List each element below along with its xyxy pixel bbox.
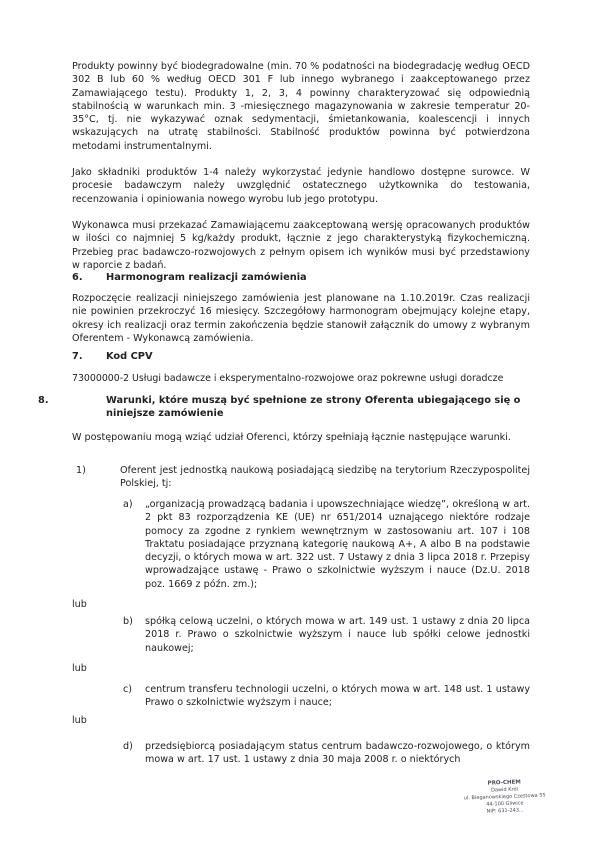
condition-1-text: Oferent jest jednostką naukową posiadającą siedzibę na terytorium Rzeczypospolitej Polskiej, tj:: [120, 465, 530, 490]
stamp-line: PRO-CHEM: [487, 779, 521, 787]
list-item-text: przedsiębiorcą posiadającym status centrum badawczo-rozwojowego, o którym mowa w art. 17 ust. 1 ustawy z dnia 30 maja 2008 r. o niektórych: [145, 741, 530, 766]
section-7-heading: [72, 350, 530, 363]
section-7-title: Kod CPV: [106, 351, 153, 362]
list-item-text: centrum transferu technologii uczelni, o których mowa w art. 148 ust. 1 ustawy Prawo o szkolnictwie wyższym i nauce;: [145, 684, 530, 709]
section-8-heading: [38, 394, 530, 421]
company-stamp: [444, 778, 566, 832]
stamp-line: Dawid Król: [490, 786, 518, 794]
paragraph-contractor: Wykonawca musi przekazać Zamawiającemu zaakceptowaną wersję opracowanych produktów w ilości co najmniej 5 kg/każdy produkt, łącznie z jego charakterystyką fizykochemiczną. Przebieg prac badawczo-rozwojowych z pełnym opisem ich wyników musi być przedstawiony w raporcie z badań.: [72, 220, 530, 271]
list-item-text: spółką celową uczelni, o których mowa w art. 149 ust. 1 ustawy z dnia 20 lipca 2018 r. Prawo o szkolnictwie wyższym i nauce lub spółki celowe jednostki naukowej;: [145, 616, 530, 654]
section-8-title: Warunki, które muszą być spełnione ze strony Oferenta ubiegającego się o niniejsze zamówienie: [106, 395, 521, 420]
stamp-line: ul. Bieganowskiego Czestowa 55: [463, 792, 546, 802]
condition-1: [76, 464, 530, 491]
section-6-title: Harmonogram realizacji zamówienia: [106, 272, 307, 283]
lub-connector: lub: [72, 715, 87, 726]
stamp-line: 44-100 Gliwice: [486, 800, 524, 808]
paragraph-components: Jako składniki produktów 1-4 należy wykorzystać jedynie handlowo dostępne surowce. W procesie badawczym należy uwzględnić ostatecznego użytkownika do testowania, recenzowania i opiniowania nowego wyrobu lub jego prototypu.: [72, 167, 530, 205]
list-item: [123, 683, 530, 710]
list-item: [123, 740, 530, 767]
stamp-line: NIP: 631-243...: [486, 807, 524, 815]
paragraph-cpv: 73000000-2 Usługi badawcze i eksperymentalno-rozwojowe oraz pokrewne usługi doradcze: [72, 373, 504, 384]
list-item-label: a): [123, 499, 133, 510]
list-item: [123, 498, 530, 591]
section-6-number: 6.: [72, 272, 83, 283]
paragraph-conditions: W postępowaniu mogą wziąć udział Oferenci, którzy spełniają łącznie następujące warunki.: [72, 432, 511, 443]
list-item: [123, 615, 530, 655]
list-item-label: d): [123, 741, 133, 752]
section-6-heading: [72, 271, 530, 284]
list-item-label: b): [123, 616, 133, 627]
list-item-label: c): [123, 684, 133, 695]
lub-connector: lub: [72, 599, 87, 610]
section-8-number: 8.: [38, 395, 49, 406]
list-item-text: „organizacją prowadzącą badania i upowszechniające wiedzę”, określoną w art. 2 pkt 83 rozporządzenia KE (UE) nr 651/2014 uznającego niektóre rodzaje pomocy za zgodne z rynkiem wewnętrznym w zastosowaniu art. 107 i 108 Traktatu posiadające przyznaną kategorię naukową A+, A albo B na podstawie decyzji, o których mowa w art. 322 ust. 7 Ustawy z dnia 3 lipca 2018 r. Przepisy wprowadzające ustawę - Prawo o szkolnictwie wyższym i nauce (Dz.U. 2018 poz. 1669 z późn. zm.);: [145, 499, 530, 590]
paragraph-biodegradability: Produkty powinny być biodegradowalne (min. 70 % podatności na biodegradację według OECD 302 B lub 60 % według OECD 301 F lub innego wybranego i zaakceptowanego przez Zamawiającego testu). Produkty 1, 2, 3, 4 powinny charakteryzować się odpowiednią stabilnością w warunkach min. 3 -miesięcznego magazynowania w zakresie temperatur 20-35°C, tj. nie wykazywać oznak sedymentacji, śmietankowania, koalescencji i innych wskazujących na utratę stabilności. Stabilność produktów powinna być potwierdzona metodami instrumentalnymi.: [72, 61, 530, 152]
section-7-number: 7.: [72, 351, 83, 362]
lub-connector: lub: [72, 663, 87, 674]
paragraph-schedule: Rozpoczęcie realizacji niniejszego zamówienia jest planowane na 1.10.2019r. Czas realizacji nie powinien przekroczyć 16 miesięcy. Szczegółowy harmonogram obejmujący kolejne etapy, okresy ich realizacji oraz termin zakończenia będzie stanowił załącznik do umowy z wybranym Oferentem - Wykonawcą zamówienia.: [72, 293, 530, 344]
condition-1-number: 1): [76, 465, 86, 476]
